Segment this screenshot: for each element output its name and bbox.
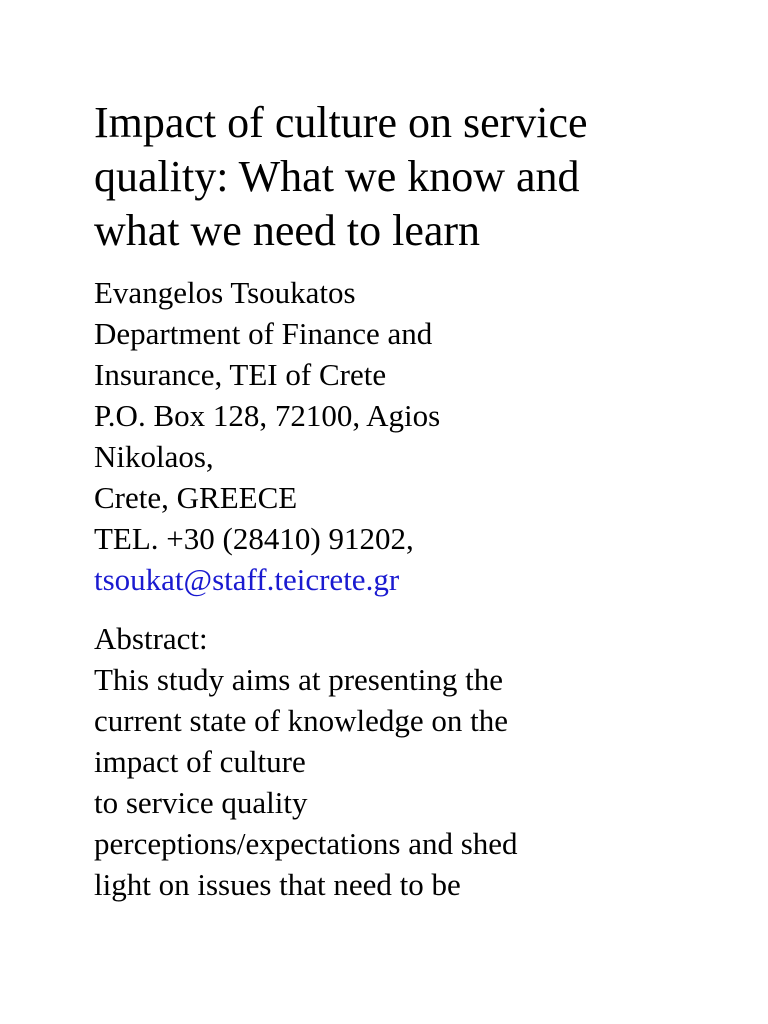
- affiliation-line: P.O. Box 128, 72100, Agios: [94, 398, 441, 433]
- author-block: [94, 272, 754, 600]
- abstract-line: This study aims at presenting the: [94, 662, 503, 697]
- abstract-line: light on issues that need to be: [94, 867, 461, 902]
- affiliation-line: Crete, GREECE: [94, 480, 298, 515]
- abstract-line: current state of knowledge on the: [94, 703, 509, 738]
- paper-page: [94, 0, 754, 905]
- abstract-heading: Abstract:: [94, 621, 208, 656]
- affiliation-line: Nikolaos,: [94, 439, 214, 474]
- abstract-line: impact of culture: [94, 744, 306, 779]
- author-email-link[interactable]: tsoukat@staff.teicrete.gr: [94, 562, 400, 597]
- title-line: Impact of culture on service: [94, 98, 588, 147]
- affiliation-line: Insurance, TEI of Crete: [94, 357, 387, 392]
- author-name: Evangelos Tsoukatos: [94, 275, 356, 310]
- abstract-section: [94, 618, 754, 905]
- author-tel: TEL. +30 (28410) 91202,: [94, 521, 414, 556]
- affiliation-line: Department of Finance and: [94, 316, 433, 351]
- abstract-line: perceptions/expectations and shed: [94, 826, 518, 861]
- title-line: quality: What we know and: [94, 152, 580, 201]
- title-line: what we need to learn: [94, 206, 481, 255]
- abstract-line: to service quality: [94, 785, 308, 820]
- author-email-line: [94, 559, 754, 600]
- paper-title: [94, 96, 754, 258]
